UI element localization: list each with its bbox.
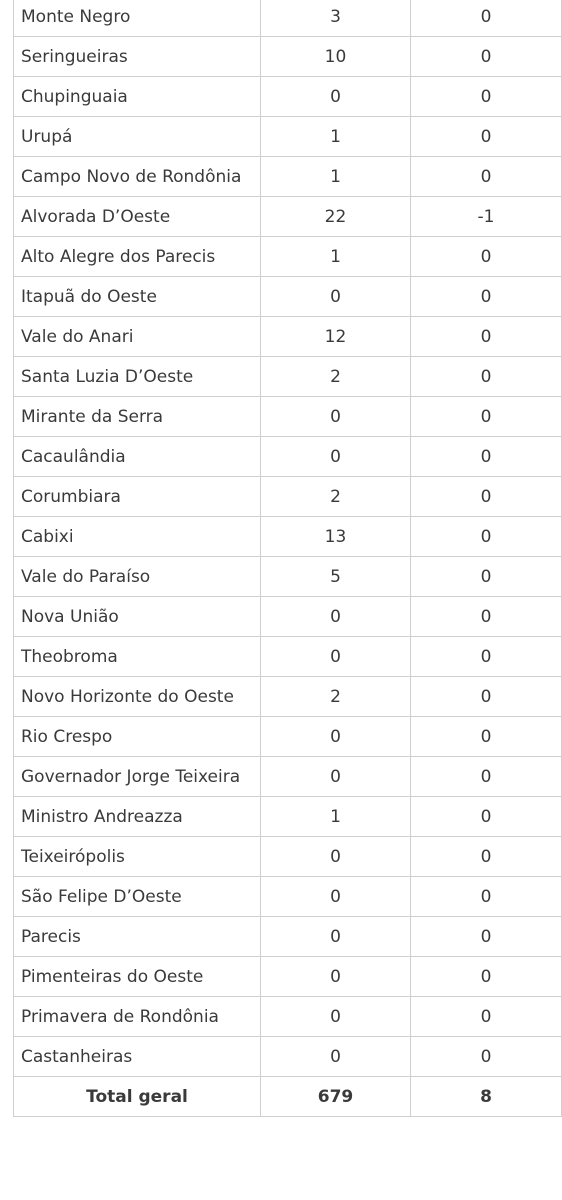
count-a-cell: 3 [261, 0, 411, 37]
count-b-cell: 0 [411, 437, 562, 477]
count-b-cell: -1 [411, 197, 562, 237]
municipality-name-cell: Ministro Andreazza [14, 797, 261, 837]
municipality-table [13, 0, 562, 1117]
municipality-name-cell: Mirante da Serra [14, 397, 261, 437]
count-b-cell: 0 [411, 317, 562, 357]
table-row [14, 477, 562, 517]
table-row [14, 357, 562, 397]
count-a-cell: 12 [261, 317, 411, 357]
count-b-cell: 0 [411, 237, 562, 277]
count-a-cell: 0 [261, 597, 411, 637]
table-row [14, 397, 562, 437]
table-row [14, 77, 562, 117]
total-row [14, 1077, 562, 1117]
count-b-cell: 0 [411, 0, 562, 37]
table-row [14, 437, 562, 477]
table-row [14, 797, 562, 837]
table-row [14, 37, 562, 77]
table-row [14, 157, 562, 197]
table-row [14, 517, 562, 557]
table-row [14, 0, 562, 37]
total-label-cell: Total geral [14, 1077, 261, 1117]
municipality-name-cell: Itapuã do Oeste [14, 277, 261, 317]
count-a-cell: 0 [261, 837, 411, 877]
count-a-cell: 0 [261, 997, 411, 1037]
table-row [14, 757, 562, 797]
count-b-cell: 0 [411, 957, 562, 997]
municipality-name-cell: Santa Luzia D’Oeste [14, 357, 261, 397]
municipality-name-cell: Parecis [14, 917, 261, 957]
total-b-cell: 8 [411, 1077, 562, 1117]
count-a-cell: 0 [261, 757, 411, 797]
count-a-cell: 0 [261, 717, 411, 757]
count-b-cell: 0 [411, 117, 562, 157]
count-b-cell: 0 [411, 37, 562, 77]
municipality-name-cell: Vale do Anari [14, 317, 261, 357]
count-a-cell: 0 [261, 957, 411, 997]
count-a-cell: 2 [261, 677, 411, 717]
count-b-cell: 0 [411, 677, 562, 717]
municipality-name-cell: Teixeirópolis [14, 837, 261, 877]
municipality-name-cell: Novo Horizonte do Oeste [14, 677, 261, 717]
count-a-cell: 22 [261, 197, 411, 237]
count-b-cell: 0 [411, 397, 562, 437]
table-row [14, 877, 562, 917]
table-row [14, 677, 562, 717]
count-b-cell: 0 [411, 637, 562, 677]
municipality-name-cell: Cabixi [14, 517, 261, 557]
count-b-cell: 0 [411, 1037, 562, 1077]
count-a-cell: 0 [261, 877, 411, 917]
table-row [14, 557, 562, 597]
count-a-cell: 0 [261, 917, 411, 957]
count-a-cell: 0 [261, 397, 411, 437]
count-a-cell: 0 [261, 437, 411, 477]
municipality-name-cell: Castanheiras [14, 1037, 261, 1077]
count-b-cell: 0 [411, 597, 562, 637]
table-body [14, 0, 562, 1117]
count-b-cell: 0 [411, 917, 562, 957]
count-a-cell: 0 [261, 637, 411, 677]
municipality-name-cell: São Felipe D’Oeste [14, 877, 261, 917]
count-b-cell: 0 [411, 717, 562, 757]
count-a-cell: 1 [261, 797, 411, 837]
count-b-cell: 0 [411, 157, 562, 197]
table-row [14, 717, 562, 757]
count-b-cell: 0 [411, 517, 562, 557]
count-b-cell: 0 [411, 837, 562, 877]
municipality-name-cell: Corumbiara [14, 477, 261, 517]
municipality-name-cell: Pimenteiras do Oeste [14, 957, 261, 997]
count-a-cell: 10 [261, 37, 411, 77]
count-b-cell: 0 [411, 77, 562, 117]
table-row [14, 237, 562, 277]
count-b-cell: 0 [411, 357, 562, 397]
municipality-name-cell: Vale do Paraíso [14, 557, 261, 597]
count-a-cell: 13 [261, 517, 411, 557]
count-b-cell: 0 [411, 557, 562, 597]
municipality-name-cell: Campo Novo de Rondônia [14, 157, 261, 197]
municipality-name-cell: Alto Alegre dos Parecis [14, 237, 261, 277]
count-b-cell: 0 [411, 997, 562, 1037]
municipality-name-cell: Nova União [14, 597, 261, 637]
municipality-name-cell: Primavera de Rondônia [14, 997, 261, 1037]
municipality-name-cell: Seringueiras [14, 37, 261, 77]
count-a-cell: 1 [261, 157, 411, 197]
count-b-cell: 0 [411, 877, 562, 917]
table-row [14, 917, 562, 957]
count-a-cell: 0 [261, 277, 411, 317]
data-table-container [13, 0, 561, 1117]
count-a-cell: 2 [261, 357, 411, 397]
municipality-name-cell: Cacaulândia [14, 437, 261, 477]
municipality-name-cell: Urupá [14, 117, 261, 157]
table-row [14, 277, 562, 317]
table-row [14, 1037, 562, 1077]
count-a-cell: 0 [261, 1037, 411, 1077]
table-row [14, 317, 562, 357]
municipality-name-cell: Governador Jorge Teixeira [14, 757, 261, 797]
table-row [14, 197, 562, 237]
count-a-cell: 0 [261, 77, 411, 117]
count-b-cell: 0 [411, 477, 562, 517]
count-b-cell: 0 [411, 757, 562, 797]
table-row [14, 637, 562, 677]
table-row [14, 117, 562, 157]
count-a-cell: 2 [261, 477, 411, 517]
municipality-name-cell: Monte Negro [14, 0, 261, 37]
count-a-cell: 5 [261, 557, 411, 597]
municipality-name-cell: Theobroma [14, 637, 261, 677]
table-row [14, 597, 562, 637]
count-a-cell: 1 [261, 237, 411, 277]
municipality-name-cell: Alvorada D’Oeste [14, 197, 261, 237]
table-row [14, 997, 562, 1037]
count-a-cell: 1 [261, 117, 411, 157]
count-b-cell: 0 [411, 277, 562, 317]
municipality-name-cell: Rio Crespo [14, 717, 261, 757]
total-a-cell: 679 [261, 1077, 411, 1117]
count-b-cell: 0 [411, 797, 562, 837]
municipality-name-cell: Chupinguaia [14, 77, 261, 117]
table-row [14, 957, 562, 997]
table-row [14, 837, 562, 877]
